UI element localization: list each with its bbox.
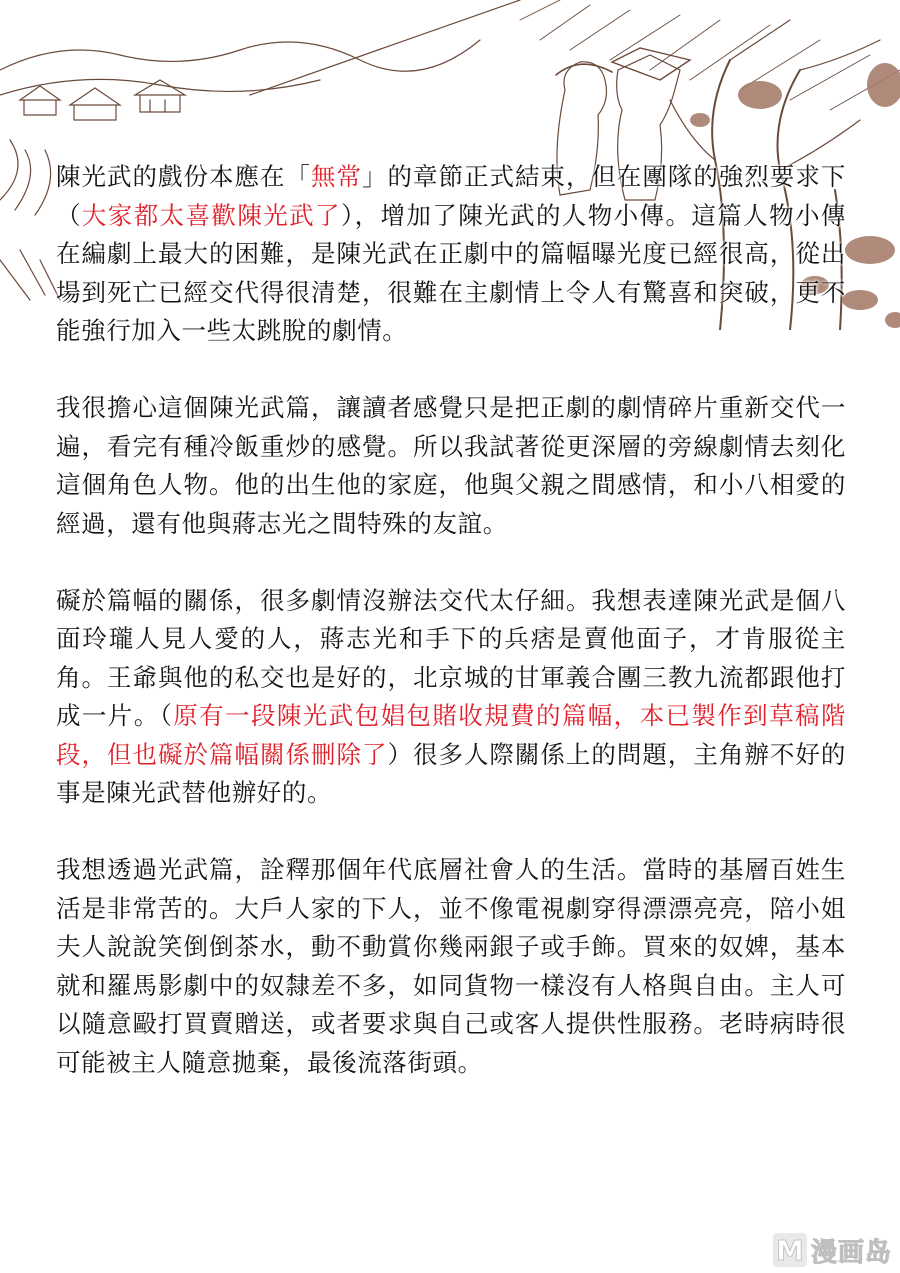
text-run: 礙於篇幅的關係，很多劇情沒辦法交代太仔細。我想表達陳光武是個八面玲瓏人見人愛的人，蔣志光和手下的兵痞是賣他面子，才肯服從主角。王爺與他的私交也是好的，北京城的甘軍義合團三教九流都跟他打成一片。（ xyxy=(56,585,846,730)
paragraph-3 xyxy=(56,582,846,813)
paragraph-1 xyxy=(56,158,846,351)
article-body xyxy=(56,158,846,1121)
text-run: 陳光武的戲份本應在「 xyxy=(56,162,311,191)
text-run: 我想透過光武篇，詮釋那個年代底層社會人的生活。當時的基層百姓生活是非常苦的。大戶人家的下人，並不像電視劇穿得漂漂亮亮，陪小姐夫人說說笑倒倒茶水，動不動賞你幾兩銀子或手飾。買來的奴婢，基本就和羅馬影劇中的奴隸差不多，如同貨物一樣沒有人格與自由。主人可以隨意毆打買賣贈送，或者要求與自己或客人提供性服務。老時病時很可能被主人隨意拋棄，最後流落街頭。 xyxy=(56,855,846,1077)
text-run: ），增加了陳光武的人物小傳。這篇人物小傳在編劇上最大的困難，是陳光武在正劇中的篇幅曝光度已經很高，從出場到死亡已經交代得很清楚，很難在主劇情上令人有驚喜和突破，更不能強行加入一些太跳脫的劇情。 xyxy=(56,200,846,345)
highlight-run: 無常 xyxy=(310,162,362,191)
site-watermark xyxy=(773,1231,892,1269)
watermark-label: 漫画岛 xyxy=(810,1237,892,1268)
text-run: ）很多人際關係上的問題，主角辦不好的事是陳光武替他辦好的。 xyxy=(56,739,846,807)
highlight-run: 大家都太喜歡陳光武了 xyxy=(81,200,341,230)
highlight-run: 原有一段陳光武包娼包賭收規費的篇幅，本已製作到草稿階段，但也礙於篇幅關係刪除了 xyxy=(56,701,846,769)
paragraph-2 xyxy=(56,389,846,543)
text-run: 我很擔心這個陳光武篇，讓讀者感覺只是把正劇的劇情碎片重新交代一遍，看完有種冷飯重炒的感覺。所以我試著從更深層的旁線劇情去刻化這個角色人物。他的出生他的家庭，他與父親之間感情，和小八相愛的經過，還有他與蔣志光之間特殊的友誼。 xyxy=(56,393,846,538)
text-run: 」的章節正式結束，但在團隊的強烈要求下（ xyxy=(56,162,847,230)
watermark-logo-icon: M xyxy=(773,1233,807,1267)
paragraph-4 xyxy=(56,851,846,1082)
